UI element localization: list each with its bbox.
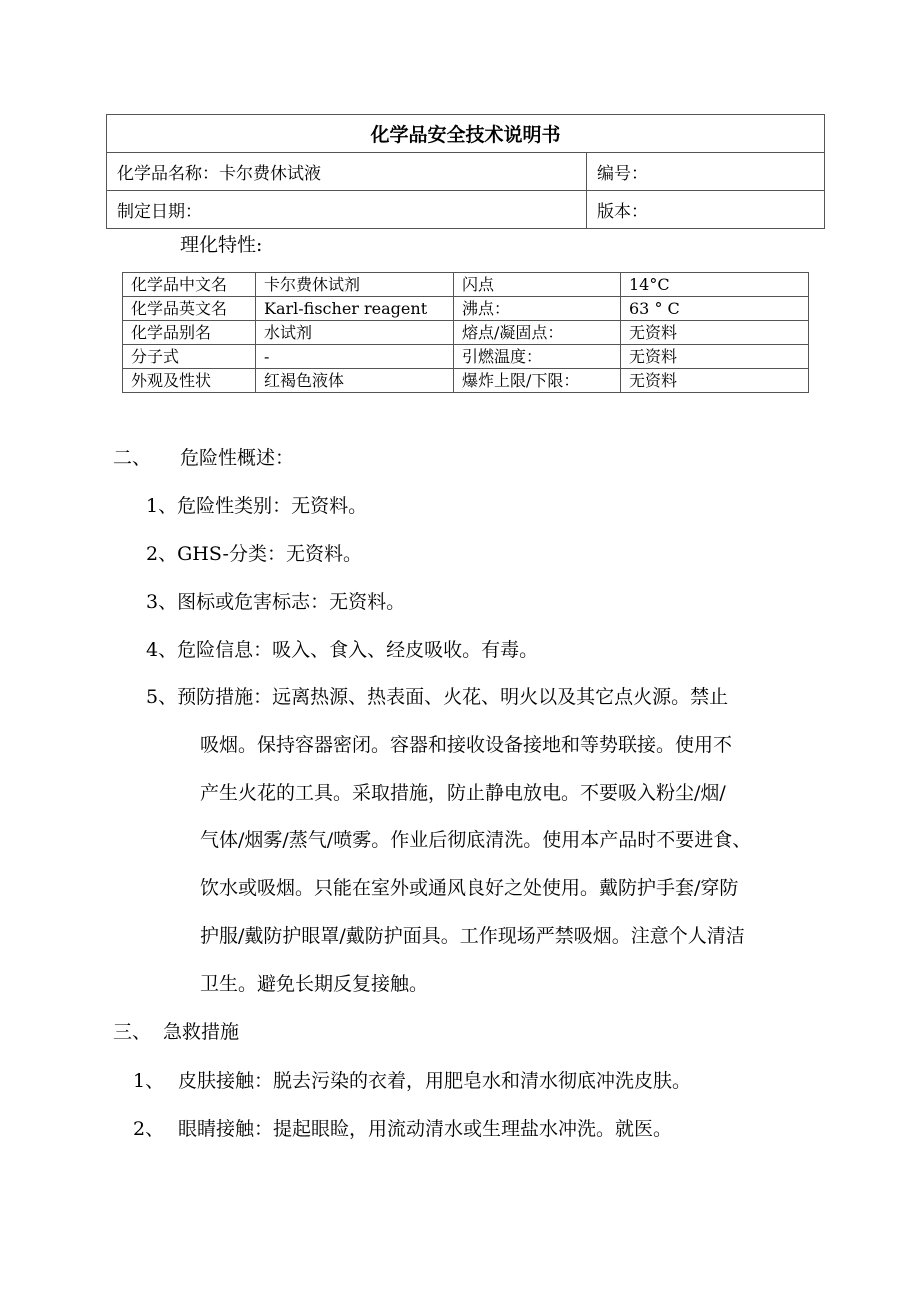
prevention-line: 饮水或吸烟。只能在室外或通风良好之处使用。戴防护手套/穿防: [200, 877, 739, 899]
property-value: 无资料: [621, 321, 809, 345]
property-value: 无资料: [621, 345, 809, 369]
property-label: 熔点/凝固点：: [454, 321, 621, 345]
hazard-item: 1、危险性类别：无资料。: [146, 495, 368, 517]
first-aid-item-number: 1、: [133, 1070, 165, 1092]
property-value: 14°C: [621, 273, 809, 297]
header-table: [106, 114, 825, 229]
date-cell: 制定日期：: [107, 191, 587, 229]
prevention-line: 产生火花的工具。采取措施，防止静电放电。不要吸入粉尘/烟/: [200, 782, 726, 804]
first-aid-item-text: 眼睛接触：提起眼睑，用流动清水或生理盐水冲洗。就医。: [178, 1118, 673, 1140]
property-label: 引燃温度：: [454, 345, 621, 369]
table-row: [123, 273, 809, 297]
property-label: 沸点：: [454, 297, 621, 321]
property-value: 水试剂: [256, 321, 454, 345]
number-cell: 编号：: [587, 153, 825, 191]
property-label: 闪点: [454, 273, 621, 297]
chemical-name-cell: 化学品名称：卡尔费休试液: [107, 153, 587, 191]
physchem-heading: 理化特性:: [180, 234, 263, 256]
property-value: 63 ° C: [621, 297, 809, 321]
prevention-line: 气体/烟雾/蒸气/喷雾。作业后彻底清洗。使用本产品时不要进食、: [200, 829, 752, 851]
hazards-section-heading: 危险性概述：: [180, 447, 295, 469]
property-label: 化学品别名: [123, 321, 256, 345]
prevention-line: 卫生。避免长期反复接触。: [200, 973, 429, 995]
property-value: 卡尔费休试剂: [256, 273, 454, 297]
property-label: 爆炸上限/下限：: [454, 369, 621, 393]
table-row: [123, 321, 809, 345]
property-value: 无资料: [621, 369, 809, 393]
property-value: -: [256, 345, 454, 369]
first-aid-item-text: 皮肤接触：脱去污染的衣着，用肥皂水和清水彻底冲洗皮肤。: [178, 1070, 692, 1092]
property-label: 外观及性状: [123, 369, 256, 393]
property-value: 红褐色液体: [256, 369, 454, 393]
document-title: 化学品安全技术说明书: [107, 115, 825, 153]
first-aid-item-number: 2、: [133, 1118, 165, 1140]
first-aid-section-heading: 急救措施: [163, 1021, 240, 1043]
hazards-section-number: 二、: [113, 447, 152, 469]
version-cell: 版本：: [587, 191, 825, 229]
property-label: 化学品中文名: [123, 273, 256, 297]
hazard-item: 4、危险信息：吸入、食入、经皮吸收。有毒。: [146, 639, 539, 661]
properties-table: [122, 272, 809, 393]
hazard-item: 3、图标或危害标志：无资料。: [146, 591, 406, 613]
property-label: 化学品英文名: [123, 297, 256, 321]
table-row: [123, 369, 809, 393]
prevention-line: 护服/戴防护眼罩/戴防护面具。工作现场严禁吸烟。注意个人清洁: [200, 925, 745, 947]
table-row: [123, 345, 809, 369]
prevention-line: 吸烟。保持容器密闭。容器和接收设备接地和等势联接。使用不: [200, 734, 733, 756]
hazard-item: 2、GHS-分类：无资料。: [146, 543, 362, 565]
property-value: Karl-fischer reagent: [256, 297, 454, 321]
property-label: 分子式: [123, 345, 256, 369]
table-row: [123, 297, 809, 321]
prevention-line: 5、预防措施：远离热源、热表面、火花、明火以及其它点火源。禁止: [146, 686, 729, 708]
first-aid-section-number: 三、: [113, 1021, 152, 1043]
